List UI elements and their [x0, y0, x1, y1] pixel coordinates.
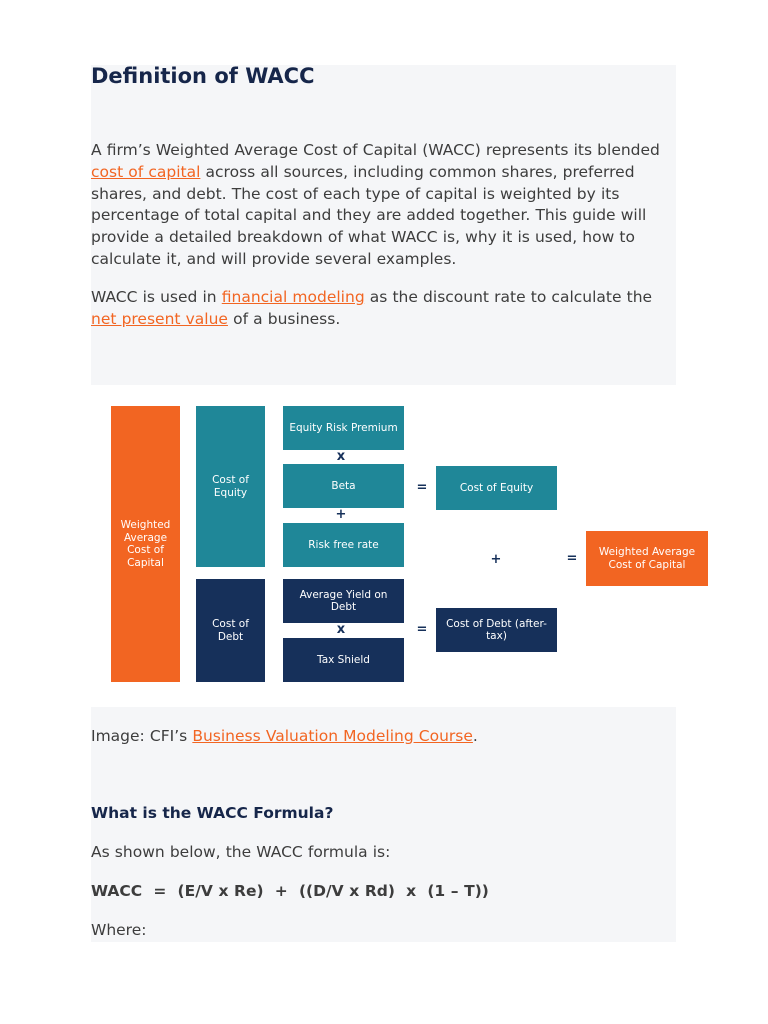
usage-text-2: as the discount rate to calculate the — [364, 288, 653, 306]
cost-of-capital-link[interactable]: cost of capital — [91, 162, 201, 181]
equals-operator: = — [566, 551, 578, 566]
plus-operator: + — [335, 507, 347, 522]
formula-intro: As shown below, the WACC formula is: — [91, 843, 391, 861]
formula-heading: What is the WACC Formula? — [91, 804, 334, 822]
equity-risk-premium-box: Equity Risk Premium — [283, 406, 404, 450]
cost-of-equity-box: Cost of Equity — [196, 406, 265, 567]
times-operator: x — [336, 449, 346, 464]
caption-period: . — [472, 727, 478, 745]
beta-box: Beta — [283, 464, 404, 508]
intro-text-after: across all sources, including common shares, preferred shares, and debt. The cost of each type of capital is weighted by its percentage of total capital and they are added together. This guide will provide a detailed breakdown of what WACC is, why it is used, how to calculate it, and will provide several examples. — [91, 162, 647, 268]
wacc-formula: WACC = (E/V x Re) + ((D/V x Rd) x (1 – T)) — [91, 882, 489, 900]
plus-operator: + — [490, 552, 502, 567]
usage-paragraph — [91, 287, 681, 331]
equals-operator: = — [416, 480, 428, 495]
usage-text-3: of a business. — [227, 309, 341, 328]
image-caption — [91, 726, 681, 748]
times-operator: x — [336, 622, 346, 637]
page-title: Definition of WACC — [91, 64, 315, 88]
cost-of-equity-result-box: Cost of Equity — [436, 466, 557, 510]
cost-of-debt-box: Cost of Debt — [196, 579, 265, 682]
average-yield-on-debt-box: Average Yield on Debt — [283, 579, 404, 623]
wacc-result-box: Weighted Average Cost of Capital — [586, 531, 708, 586]
intro-text-before: A firm’s Weighted Average Cost of Capital (WACC) represents its blended — [91, 141, 660, 159]
cost-of-debt-result-box: Cost of Debt (after-tax) — [436, 608, 557, 652]
net-present-value-link[interactable]: net present value — [91, 309, 228, 328]
intro-paragraph — [91, 140, 681, 271]
wacc-box: Weighted Average Cost of Capital — [111, 406, 180, 682]
where-label: Where: — [91, 921, 147, 939]
course-link[interactable]: Business Valuation Modeling Course — [192, 727, 473, 745]
tax-shield-box: Tax Shield — [283, 638, 404, 682]
caption-text: Image: CFI’s — [91, 727, 193, 745]
usage-text-1: WACC is used in — [91, 288, 222, 306]
equals-operator: = — [416, 622, 428, 637]
financial-modeling-link[interactable]: financial modeling — [221, 288, 365, 306]
risk-free-rate-box: Risk free rate — [283, 523, 404, 567]
